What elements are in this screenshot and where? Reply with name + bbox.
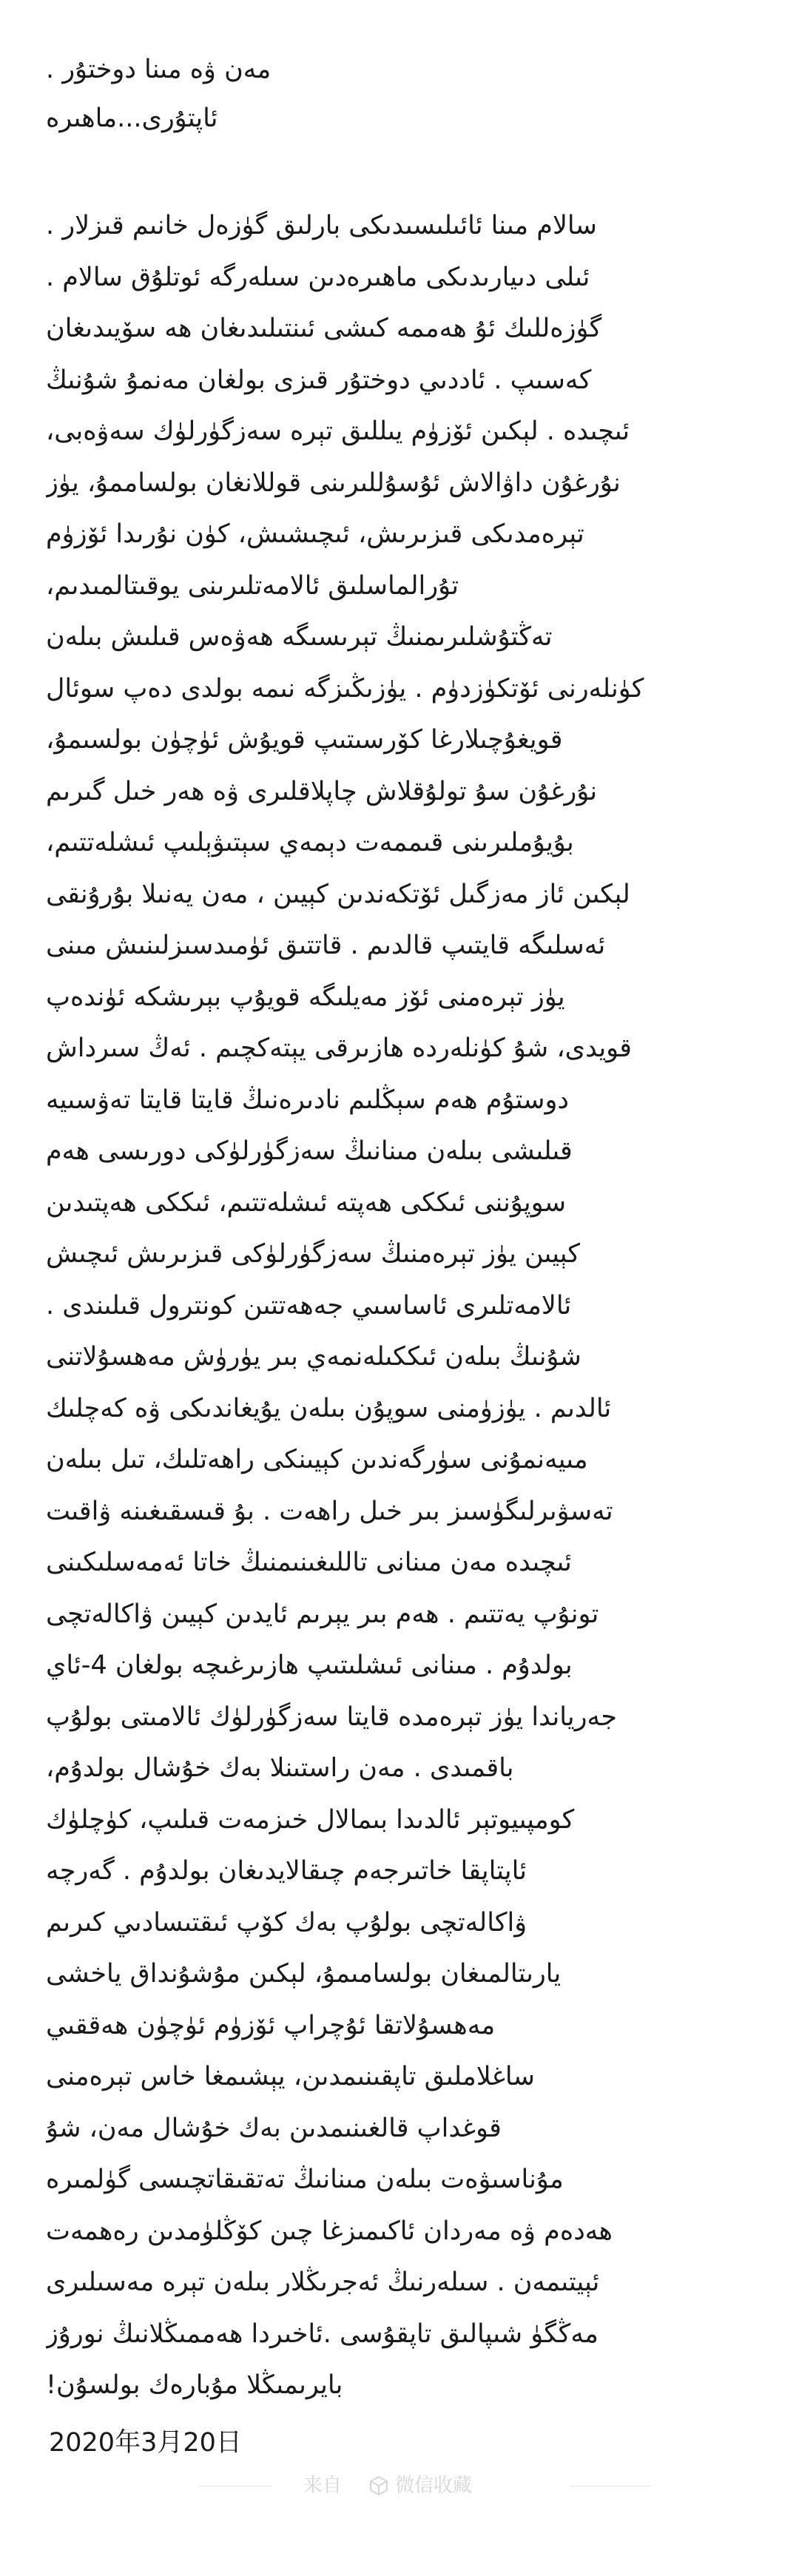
- body-line: كېيىن يۈز تېرەمنىڭ سەزگۈرلۈكى قىزىرىش ئىچىش: [46, 1239, 580, 1269]
- body-line: ئالامەتلىرى ئاساسىي جەھەتتىن كونترول قىلىندى .: [46, 1290, 572, 1321]
- body-line: بۇيۇملىرىنى قىممەت دېمەي سېتىۋېلىپ ئىشلەتتىم،: [46, 828, 574, 857]
- body-line: ئىچىدە . لېكىن ئۆزۈم يىللىق تېرە سەزگۈرلۈك سەۋەبى،: [46, 417, 630, 446]
- body-line: قوغداپ قالغىنىمدىن بەك خۇشال مەن، شۇ: [46, 2113, 502, 2143]
- body-line: گۈزەللىك ئۇ ھەممە كىشى ئىنتىلىدىغان ھە سۆيىدىغان: [46, 314, 602, 343]
- body-line: مۇناسىۋەت بىلەن مىنانىڭ تەتقىقاتچىسى گۈلمىرە: [46, 2165, 564, 2194]
- note-page: [46, 0, 732, 2576]
- body-line: تەڭتۇشلىرىمنىڭ تېرىسىگە ھەۋەس قىلىش بىلەن: [46, 622, 553, 652]
- note-date: 2020年3月20日: [49, 2428, 242, 2458]
- body-line: مەڭگۈ شىپالىق تاپقۇسى .ئاخىردا ھەممىڭلانىڭ نورۇز: [46, 2319, 599, 2349]
- body-line: قويدى، شۇ كۈنلەردە ھازىرقى يېتەكچىم . ئەڭ سىرداش: [46, 1034, 632, 1063]
- footer-wechat-favorites-label: 微信收藏: [395, 2475, 473, 2497]
- body-line: كەسىپ . ئاددىي دوختۇر قىزى بولغان مەنمۇ شۇنىڭ: [46, 365, 592, 395]
- body-line: شۇنىڭ بىلەن ئىككىلەنمەي بىر يۈرۈش مەھسۇلاتنى: [46, 1342, 581, 1372]
- note-title: مەن ۋە مىنا دوختۇر .: [46, 55, 272, 84]
- body-line: جەرياندا يۈز تېرەمدە قايتا سەزگۈرلۈك ئالامىتى بولۇپ: [46, 1702, 617, 1732]
- wechat-favorites-footer: [0, 2468, 799, 2503]
- body-line: سالام مىنا ئائىلىسىدىكى بارلىق گۈزەل خانىم قىزلار .: [46, 211, 597, 240]
- body-line: كۈنلەرنى ئۆتكۈزدۈم . يۈزىڭىزگە نىمە بولدى دەپ سوئال: [46, 673, 644, 704]
- body-line: يۈز تېرەمنى ئۆز مەيلىگە قويۇپ بېرىشكە ئۈندەپ: [46, 982, 565, 1012]
- body-line: ھەدەم ۋە مەردان ئاكىمىزغا چىن كۆڭلۈمدىن رەھمەت: [46, 2216, 613, 2246]
- body-line: ۋاكالەتچى بولۇپ بەك كۆپ ئىقتىسادىي كىرىم: [46, 1907, 527, 1938]
- note-author: ئاپتۇرى...ماھىرە: [46, 104, 218, 133]
- body-line: قويغۇچىلارغا كۆرسىتىپ قويۇش ئۈچۈن بولسىمۇ،: [46, 725, 563, 755]
- body-line: تەسۋىرلىگۈسىز بىر خىل راھەت . بۇ قىسقىغىنە ۋاقىت: [46, 1496, 613, 1526]
- body-line: قىلىشى بىلەن مىنانىڭ سەزگۈرلۈكى دورىسى ھەم: [46, 1136, 573, 1166]
- body-line: تېرەمدىكى قىزىرىش، ئىچىشىش، كۈن نۇرىدا ئۆزۈم: [46, 519, 584, 549]
- body-line: بولدۇم . مىنانى ئىشلىتىپ ھازىرغىچە بولغان 4-ئاي: [46, 1651, 573, 1680]
- body-line: باقمىدى . مەن راستىنلا بەك خۇشال بولدۇم،: [46, 1753, 514, 1783]
- body-line: دوستۇم ھەم سېڭلىم نادىرەنىڭ قايتا قايتا تەۋسىيە: [46, 1085, 569, 1115]
- body-line: نۇرغۇن سۇ تولۇقلاش چاپلاقلىرى ۋە ھەر خىل گىرىم: [46, 776, 598, 806]
- body-line: سوپۇننى ئىككى ھەپتە ئىشلەتتىم، ئىككى ھەپتىدىن: [46, 1187, 567, 1218]
- body-line: تۇرالماسلىق ئالامەتلىرىنى يوقىتالمىدىم،: [46, 570, 459, 601]
- body-line: ئىچىدە مەن مىنانى تاللىغىنىمنىڭ خاتا ئەمەسلىكىنى: [46, 1548, 572, 1577]
- body-line: كومپىيوتېر ئالدىدا بىمالال خىزمەت قىلىپ، كۈچلۈك: [46, 1804, 575, 1835]
- note-body: [46, 200, 732, 2412]
- body-line: لېكىن ئاز مەزگىل ئۆتكەندىن كېيىن ، مەن يەنىلا بۇرۇنقى: [46, 879, 630, 909]
- body-line: مىيەنمۇنى سۈرگەندىن كېيىنكى راھەتلىك، تىل بىلەن: [46, 1445, 588, 1474]
- body-line: تونۇپ يەتتىم . ھەم بىر يېرىم ئايدىن كېيىن ۋاكالەتچى: [46, 1599, 599, 1629]
- footer-source-label: 来自: [303, 2475, 343, 2497]
- body-line: نۇرغۇن داۋالاش ئۇسۇللىرىنى قوللانغان بولساممۇ، يۈز: [46, 468, 621, 498]
- body-line: ئاپتاپقا خاتىرجەم چىقالايدىغان بولدۇم . گەرچە: [46, 1856, 527, 1886]
- body-line: ئېيتىمەن . سىلەرنىڭ ئەجرىڭلار بىلەن تېرە مەسىلىرى: [46, 2268, 600, 2297]
- body-line: يارىتالمىغان بولسامىمۇ، لېكىن مۇشۇنداق ياخشى: [46, 1959, 562, 1989]
- body-line: ئەسلىگە قايتىپ قالدىم . قاتتىق ئۈمىدسىزلىنىش مىنى: [46, 931, 606, 960]
- wechat-favorites-cube-icon: [368, 2475, 390, 2497]
- body-line: مەھسۇلاتقا ئۇچراپ ئۆزۈم ئۈچۈن ھەققىي: [46, 2010, 496, 2040]
- body-line: بايرىمىڭلا مۇبارەك بولسۇن!: [46, 2370, 343, 2400]
- body-line: ئىلى دىيارىدىكى ماھىرەدىن سىلەرگە ئوتلۇق سالام .: [46, 262, 590, 292]
- body-line: ساغلاملىق تاپقىنىمدىن، يېشىمغا خاس تېرەمنى: [46, 2062, 535, 2091]
- body-line: ئالدىم . يۈزۈمنى سوپۇن بىلەن يۇيغاندىكى ۋە كەچلىك: [46, 1393, 612, 1423]
